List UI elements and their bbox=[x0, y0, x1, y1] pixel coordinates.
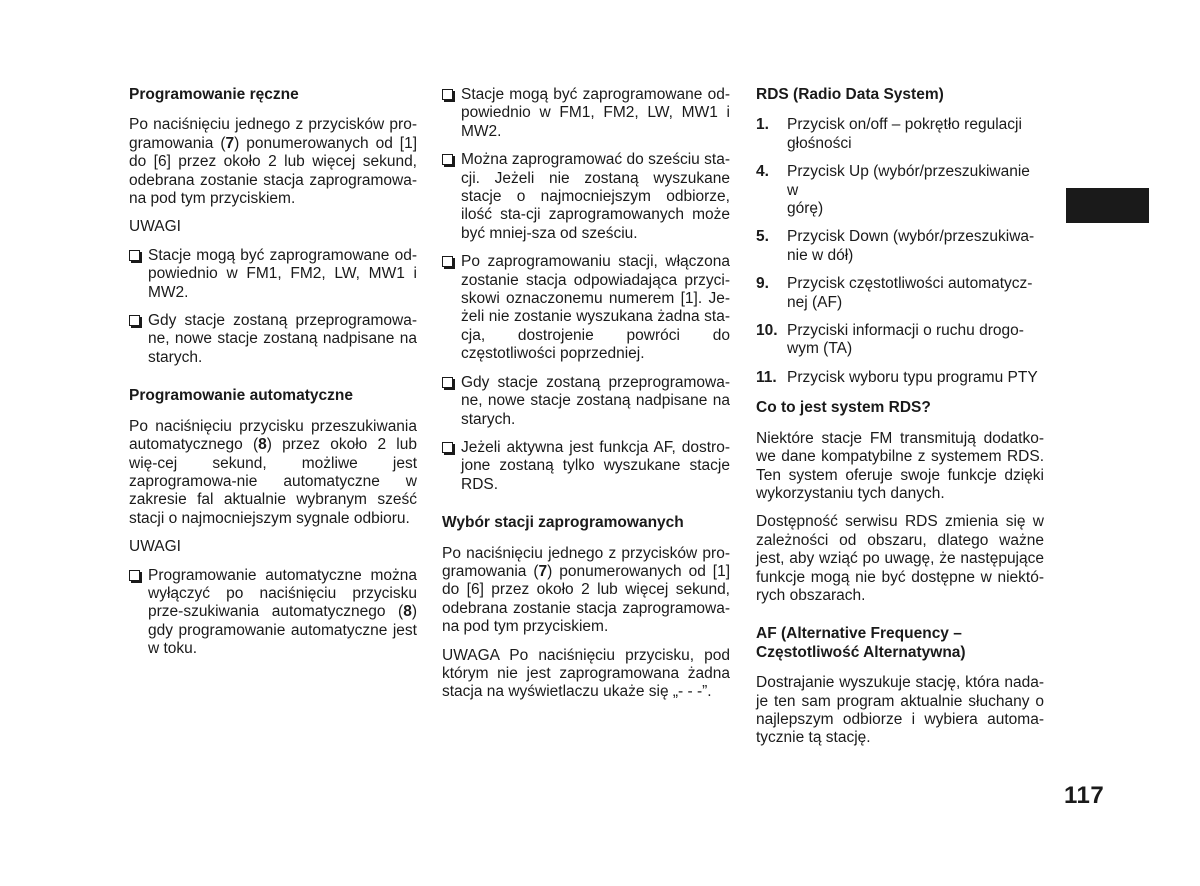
checkbox-bullet-icon bbox=[442, 256, 453, 267]
rds-button-list bbox=[756, 116, 1044, 387]
checkbox-bullet-icon bbox=[442, 154, 453, 165]
list-item: Programowanie automatyczne można wyłączyć po naciśnięciu przycisku prze-szukiwania automatycznego (8) gdy programowanie automatyczne jest w toku. bbox=[129, 567, 417, 659]
heading-automatic-programming: Programowanie automatyczne bbox=[129, 387, 353, 405]
paragraph-preset-selection: Po naciśnięciu jednego z przycisków pro-gramowania (7) ponumerowanych od [1] do [6] przez około 2 lub więcej sekund, odebrana zostanie stacja zaprogramowa-na pod tym przyciskiem. bbox=[442, 544, 730, 636]
notes-list-automatic bbox=[129, 567, 417, 659]
checkbox-bullet-icon bbox=[129, 570, 140, 581]
list-item: 1. Przycisk on/off – pokrętło regulacji głośności bbox=[756, 116, 1022, 152]
heading-af: AF (Alternative Frequency – Częstotliwość Alternatywna) bbox=[756, 625, 966, 661]
list-item: 5. Przycisk Down (wybór/przeszukiwa-nie w dół) bbox=[756, 228, 1035, 264]
checkbox-bullet-icon bbox=[129, 250, 140, 261]
paragraph-uwaga: UWAGA Po naciśnięciu przycisku, pod którym nie jest zaprogramowana żadna stacja na wyświetlaczu ukaże się „- - -”. bbox=[442, 646, 730, 701]
page-number: 117 bbox=[1064, 782, 1105, 809]
list-item: 9. Przycisk częstotliwości automatycz-nej (AF) bbox=[756, 275, 1033, 311]
column-2 bbox=[442, 86, 730, 712]
paragraph-af: Dostrajanie wyszukuje stację, która nada-je ten sam program aktualnie słuchany o najlepszym odbiorze i wybiera automa-tycznie tą stację. bbox=[756, 674, 1044, 747]
notes-list-manual bbox=[129, 247, 417, 367]
list-item: 11. Przycisk wyboru typu programu PTY bbox=[756, 368, 1038, 386]
section-tab-marker bbox=[1066, 188, 1149, 223]
heading-preset-selection: Wybór stacji zaprogramowanych bbox=[442, 514, 684, 532]
checkbox-bullet-icon bbox=[442, 442, 453, 453]
notes-list-continued bbox=[442, 86, 730, 494]
checkbox-bullet-icon bbox=[129, 315, 140, 326]
list-item: Można zaprogramować do sześciu sta-cji. Jeżeli nie zostaną wyszukane stacje o najmocniejszym odbiorze, ilość sta-cji zaprogramowanych może być mniej-sza od sześciu. bbox=[442, 151, 730, 243]
list-item: Gdy stacje zostaną przeprogramowa-ne, nowe stacje zostaną nadpisane na starych. bbox=[442, 374, 730, 429]
column-1 bbox=[129, 86, 417, 669]
heading-what-is-rds: Co to jest system RDS? bbox=[756, 399, 931, 417]
list-item: Jeżeli aktywna jest funkcja AF, dostro-jone zostaną tylko wyszukane stacje RDS. bbox=[442, 439, 730, 494]
notes-label: UWAGI bbox=[129, 538, 181, 556]
notes-label: UWAGI bbox=[129, 218, 181, 236]
checkbox-bullet-icon bbox=[442, 377, 453, 388]
paragraph-manual-programming: Po naciśnięciu jednego z przycisków pro-gramowania (7) ponumerowanych od [1] do [6] przez około 2 lub więcej sekund, odebrana zostanie stacja zaprogramowa-na pod tym przyciskiem. bbox=[129, 116, 417, 208]
heading-rds: RDS (Radio Data System) bbox=[756, 86, 944, 103]
list-item: Po zaprogramowaniu stacji, włączona zostanie stacja odpowiadająca przyci-skowi oznaczonemu numerem [1]. Je-żeli nie zostanie wyszukana żadna sta-cja, dostrojenie powróci do częstotliwości poprzedniej. bbox=[442, 253, 730, 363]
paragraph-what-is-rds-2: Dostępność serwisu RDS zmienia się w zależności od obszaru, dlatego ważne jest, aby wziąć po uwagę, że następujące funkcje mogą nie być dostępne w niektó-rych obszarach. bbox=[756, 513, 1044, 604]
heading-manual-programming: Programowanie ręczne bbox=[129, 86, 299, 103]
list-item: 10. Przyciski informacji o ruchu drogo-wym (TA) bbox=[756, 322, 1024, 358]
column-3 bbox=[756, 86, 1044, 758]
list-item: Stacje mogą być zaprogramowane od-powiednio w FM1, FM2, LW, MW1 i MW2. bbox=[129, 247, 417, 302]
list-item: Gdy stacje zostaną przeprogramowa-ne, nowe stacje zostaną nadpisane na starych. bbox=[129, 312, 417, 367]
paragraph-automatic-programming: Po naciśnięciu przycisku przeszukiwania automatycznego (8) przez około 2 lub wię-cej sekund, możliwe jest zaprogramowa-nie automatyczne w zakresie fal aktualnie wybranym sześć stacji o najmocniejszym sygnale odbioru. bbox=[129, 417, 417, 527]
paragraph-what-is-rds-1: Niektóre stacje FM transmitują dodatko-we dane kompatybilne z systemem RDS. Ten system oferuje swoje funkcje dzięki wykorzystaniu tych danych. bbox=[756, 429, 1044, 502]
list-item: 4. Przycisk Up (wybór/przeszukiwanie w górę) bbox=[756, 163, 1030, 218]
checkbox-bullet-icon bbox=[442, 89, 453, 100]
list-item: Stacje mogą być zaprogramowane od-powiednio w FM1, FM2, LW, MW1 i MW2. bbox=[442, 86, 730, 141]
